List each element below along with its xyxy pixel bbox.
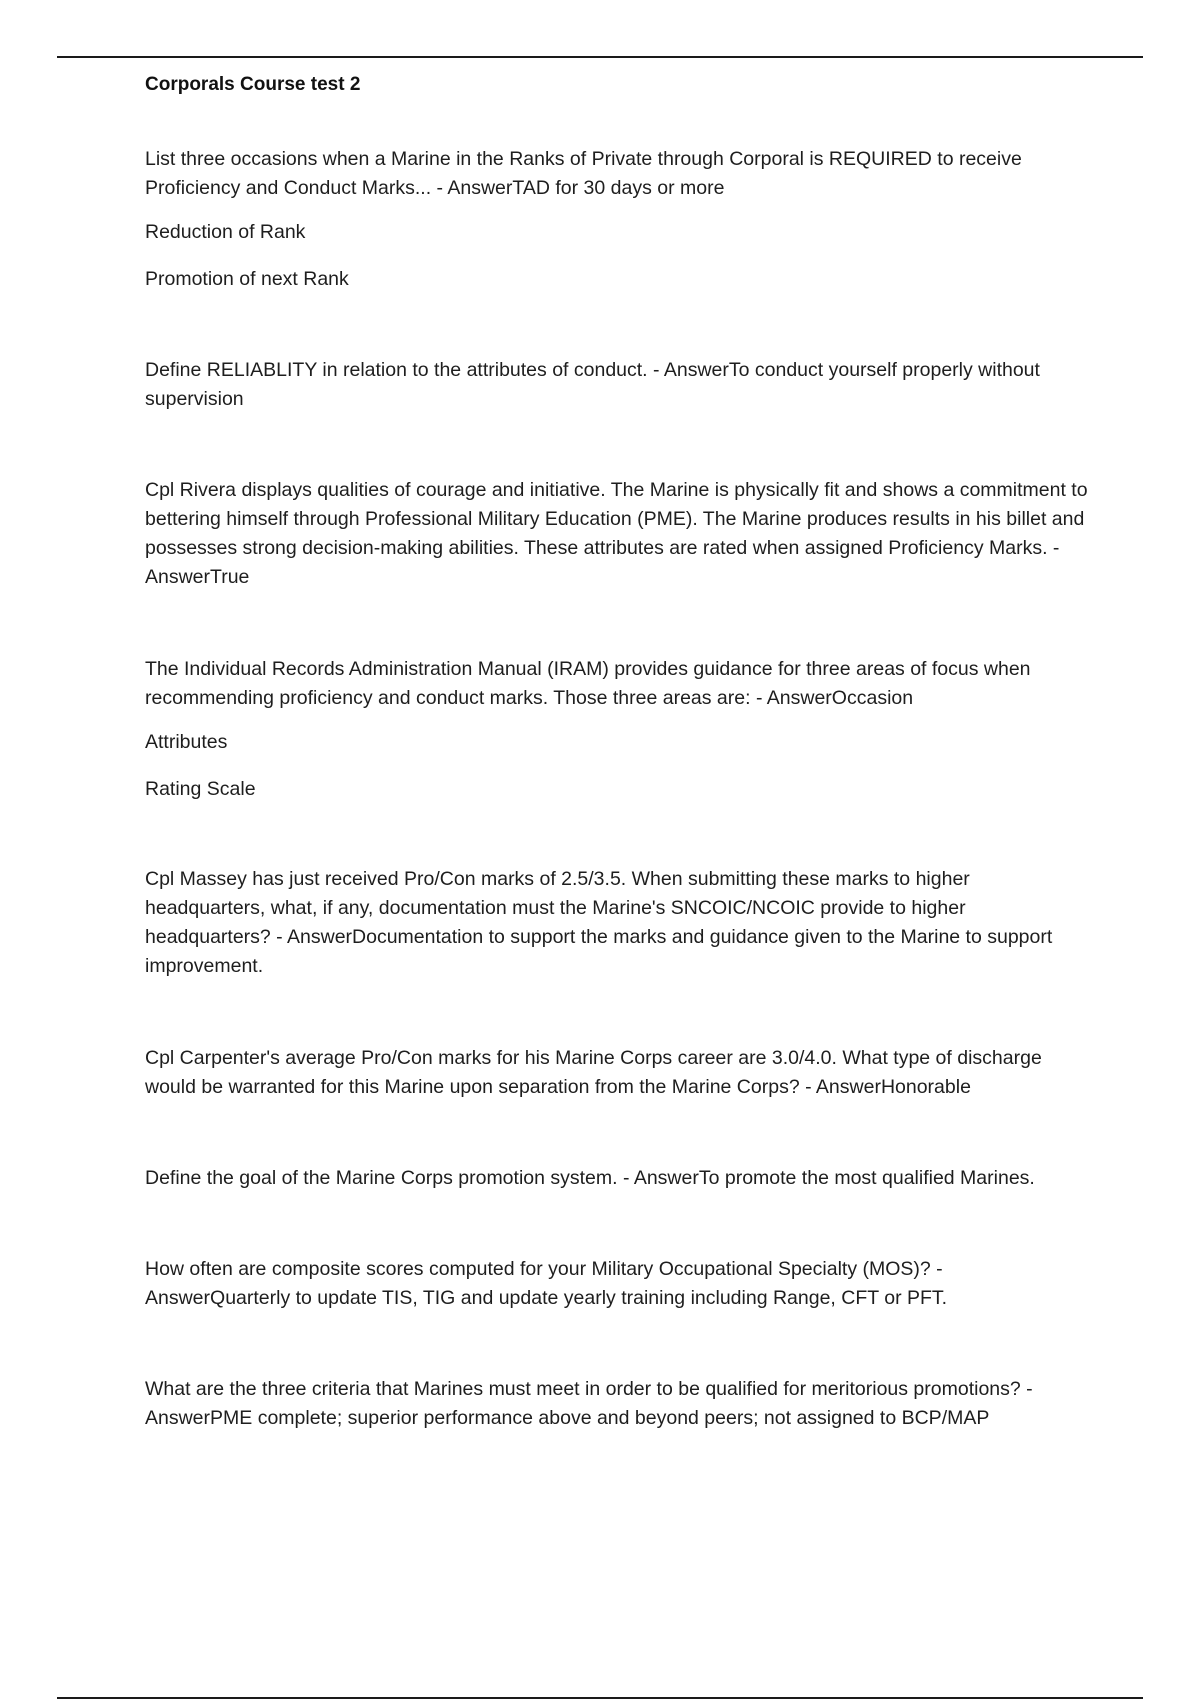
question-paragraph: Define RELIABLITY in relation to the attributes of conduct. - AnswerTo conduct yourself properly without supervision <box>145 359 1040 410</box>
answer-item: Reduction of Rank <box>145 221 306 243</box>
answer-item: Rating Scale <box>145 778 256 800</box>
question-paragraph: Cpl Rivera displays qualities of courage and initiative. The Marine is physically fit and shows a commitment to bettering himself through Professional Military Education (PME). The Marine produces results in his billet and possesses strong decision-making abilities. These attributes are rated when assigned Proficiency Marks. - AnswerTrue <box>145 479 1088 588</box>
answer-item: Promotion of next Rank <box>145 268 349 290</box>
top-divider <box>57 56 1143 58</box>
answer-item: Attributes <box>145 731 228 753</box>
question-paragraph: Define the goal of the Marine Corps promotion system. - AnswerTo promote the most qualified Marines. <box>145 1167 1035 1189</box>
question-paragraph: Cpl Massey has just received Pro/Con marks of 2.5/3.5. When submitting these marks to higher headquarters, what, if any, documentation must the Marine's SNCOIC/NCOIC provide to higher headquarters? - AnswerDocumentation to support the marks and guidance given to the Marine to support improvement. <box>145 868 1053 977</box>
question-paragraph: Cpl Carpenter's average Pro/Con marks for his Marine Corps career are 3.0/4.0. What type of discharge would be warranted for this Marine upon separation from the Marine Corps? - AnswerHonorable <box>145 1047 1042 1098</box>
bottom-divider <box>57 1697 1143 1699</box>
question-paragraph: List three occasions when a Marine in the Ranks of Private through Corporal is REQUIRED to receive Proficiency and Conduct Marks... - AnswerTAD for 30 days or more <box>145 148 1022 199</box>
question-paragraph: The Individual Records Administration Manual (IRAM) provides guidance for three areas of focus when recommending proficiency and conduct marks. Those three areas are: - AnswerOccasion <box>145 658 1031 709</box>
question-paragraph: What are the three criteria that Marines must meet in order to be qualified for meritorious promotions? - AnswerPME complete; superior performance above and beyond peers; not assigned to BCP/MAP <box>145 1378 1033 1429</box>
question-paragraph: How often are composite scores computed for your Military Occupational Specialty (MOS)? - AnswerQuarterly to update TIS, TIG and update yearly training including Range, CFT or PFT. <box>145 1258 948 1309</box>
document-title: Corporals Course test 2 <box>145 74 361 95</box>
